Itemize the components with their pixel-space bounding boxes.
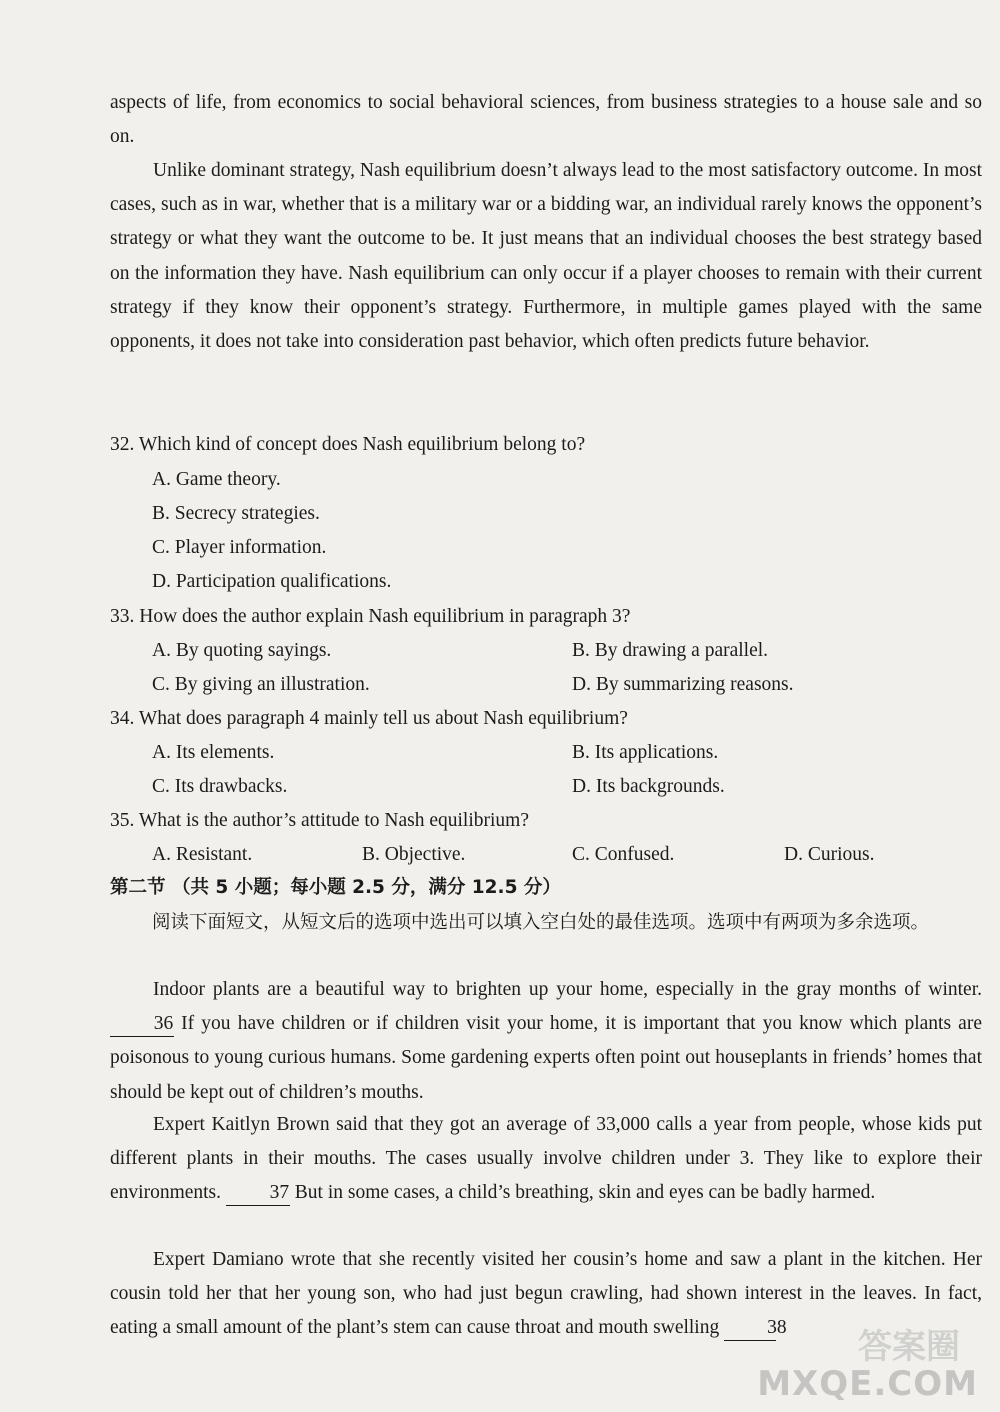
blank-37[interactable]: 37	[226, 1181, 290, 1206]
passage-paragraph-end: aspects of life, from economics to social behavioral sciences, from business strategies to a house sale and so on.	[110, 92, 982, 148]
passage-b-paragraph-2	[110, 1108, 982, 1211]
passage-b-p2-after: But in some cases, a child’s breathing, skin and eyes can be badly harmed.	[294, 1182, 876, 1204]
passage-b-p2-before: Expert Kaitlyn Brown said that they got an average of 33,000 calls a year from people, whose kids put different plants in their mouths. The cases usually involve children under 3. They like to explore their environments.	[110, 1114, 982, 1204]
question-32-option-b[interactable]: B. Secrecy strategies.	[152, 503, 320, 524]
question-32-option-c[interactable]: C. Player information.	[152, 537, 327, 558]
question-35-option-c[interactable]: C. Confused.	[572, 844, 675, 865]
question-34-option-a[interactable]: A. Its elements.	[152, 742, 275, 763]
passage-b-paragraph-1	[110, 973, 982, 1110]
passage-b-p1-before: Indoor plants are a beautiful way to brighten up your home, especially in the gray months of winter.	[153, 979, 982, 1000]
passage-paragraph-4: Unlike dominant strategy, Nash equilibrium doesn’t always lead to the most satisfactory outcome. In most cases, such as in war, whether that is a military war or a bidding war, an individual rarely knows the opponent’s strategy or what they want the outcome to be. It just means that an individual chooses the best strategy based on the information they have. Nash equilibrium can only occur if a player chooses to remain with their current strategy if they know their opponent’s strategy. Furthermore, in multiple games played with the same opponents, it does not take into consideration past behavior, which often predicts future behavior.	[110, 160, 982, 353]
section-2-instruction: 阅读下面短文，从短文后的选项中选出可以填入空白处的最佳选项。选项中有两项为多余选项。	[152, 912, 930, 933]
question-34-stem: 34. What does paragraph 4 mainly tell us about Nash equilibrium?	[110, 708, 628, 729]
question-33-option-d[interactable]: D. By summarizing reasons.	[572, 674, 794, 695]
question-34-option-d[interactable]: D. Its backgrounds.	[572, 776, 725, 797]
watermark-logo: 答案圈	[858, 1327, 960, 1367]
question-33-option-b[interactable]: B. By drawing a parallel.	[572, 640, 769, 661]
question-33-option-c[interactable]: C. By giving an illustration.	[152, 674, 370, 695]
question-34-option-c[interactable]: C. Its drawbacks.	[152, 776, 288, 797]
blank-36[interactable]: 36	[110, 1012, 174, 1037]
passage-b-paragraph-3	[110, 1243, 982, 1370]
question-35-option-d[interactable]: D. Curious.	[784, 844, 875, 865]
question-32-option-a[interactable]: A. Game theory.	[152, 469, 281, 490]
passage-b-p1-after: If you have children or if children visit your home, it is important that you know which plants are poisonous to young curious humans. Some gardening experts often point out houseplants in friends’ homes that should be kept out of children’s mouths.	[110, 1013, 982, 1103]
question-33-stem: 33. How does the author explain Nash equilibrium in paragraph 3?	[110, 606, 631, 627]
watermark-site: MXQE.COM	[757, 1364, 978, 1404]
passage-b-p3: Expert Damiano wrote that she recently visited her cousin’s home and saw a plant in the kitchen. Her cousin told her that her young son, who had just begun crawling, had shown interest in the leaves. In fact, eating a small amount of the plant’s stem can cause throat and mouth swelling	[110, 1249, 982, 1339]
question-32-stem: 32. Which kind of concept does Nash equilibrium belong to?	[110, 434, 586, 455]
section-2-heading: 第二节 （共 5 小题；每小题 2.5 分，满分 12.5 分）	[110, 877, 561, 898]
blank-38[interactable]: 38	[724, 1316, 776, 1341]
question-35-stem: 35. What is the author’s attitude to Nash equilibrium?	[110, 810, 529, 831]
question-35-option-b[interactable]: B. Objective.	[362, 844, 466, 865]
question-33-option-a[interactable]: A. By quoting sayings.	[152, 640, 332, 661]
question-35-option-a[interactable]: A. Resistant.	[152, 844, 253, 865]
question-34-option-b[interactable]: B. Its applications.	[572, 742, 719, 763]
question-32-option-d[interactable]: D. Participation qualifications.	[152, 571, 392, 592]
